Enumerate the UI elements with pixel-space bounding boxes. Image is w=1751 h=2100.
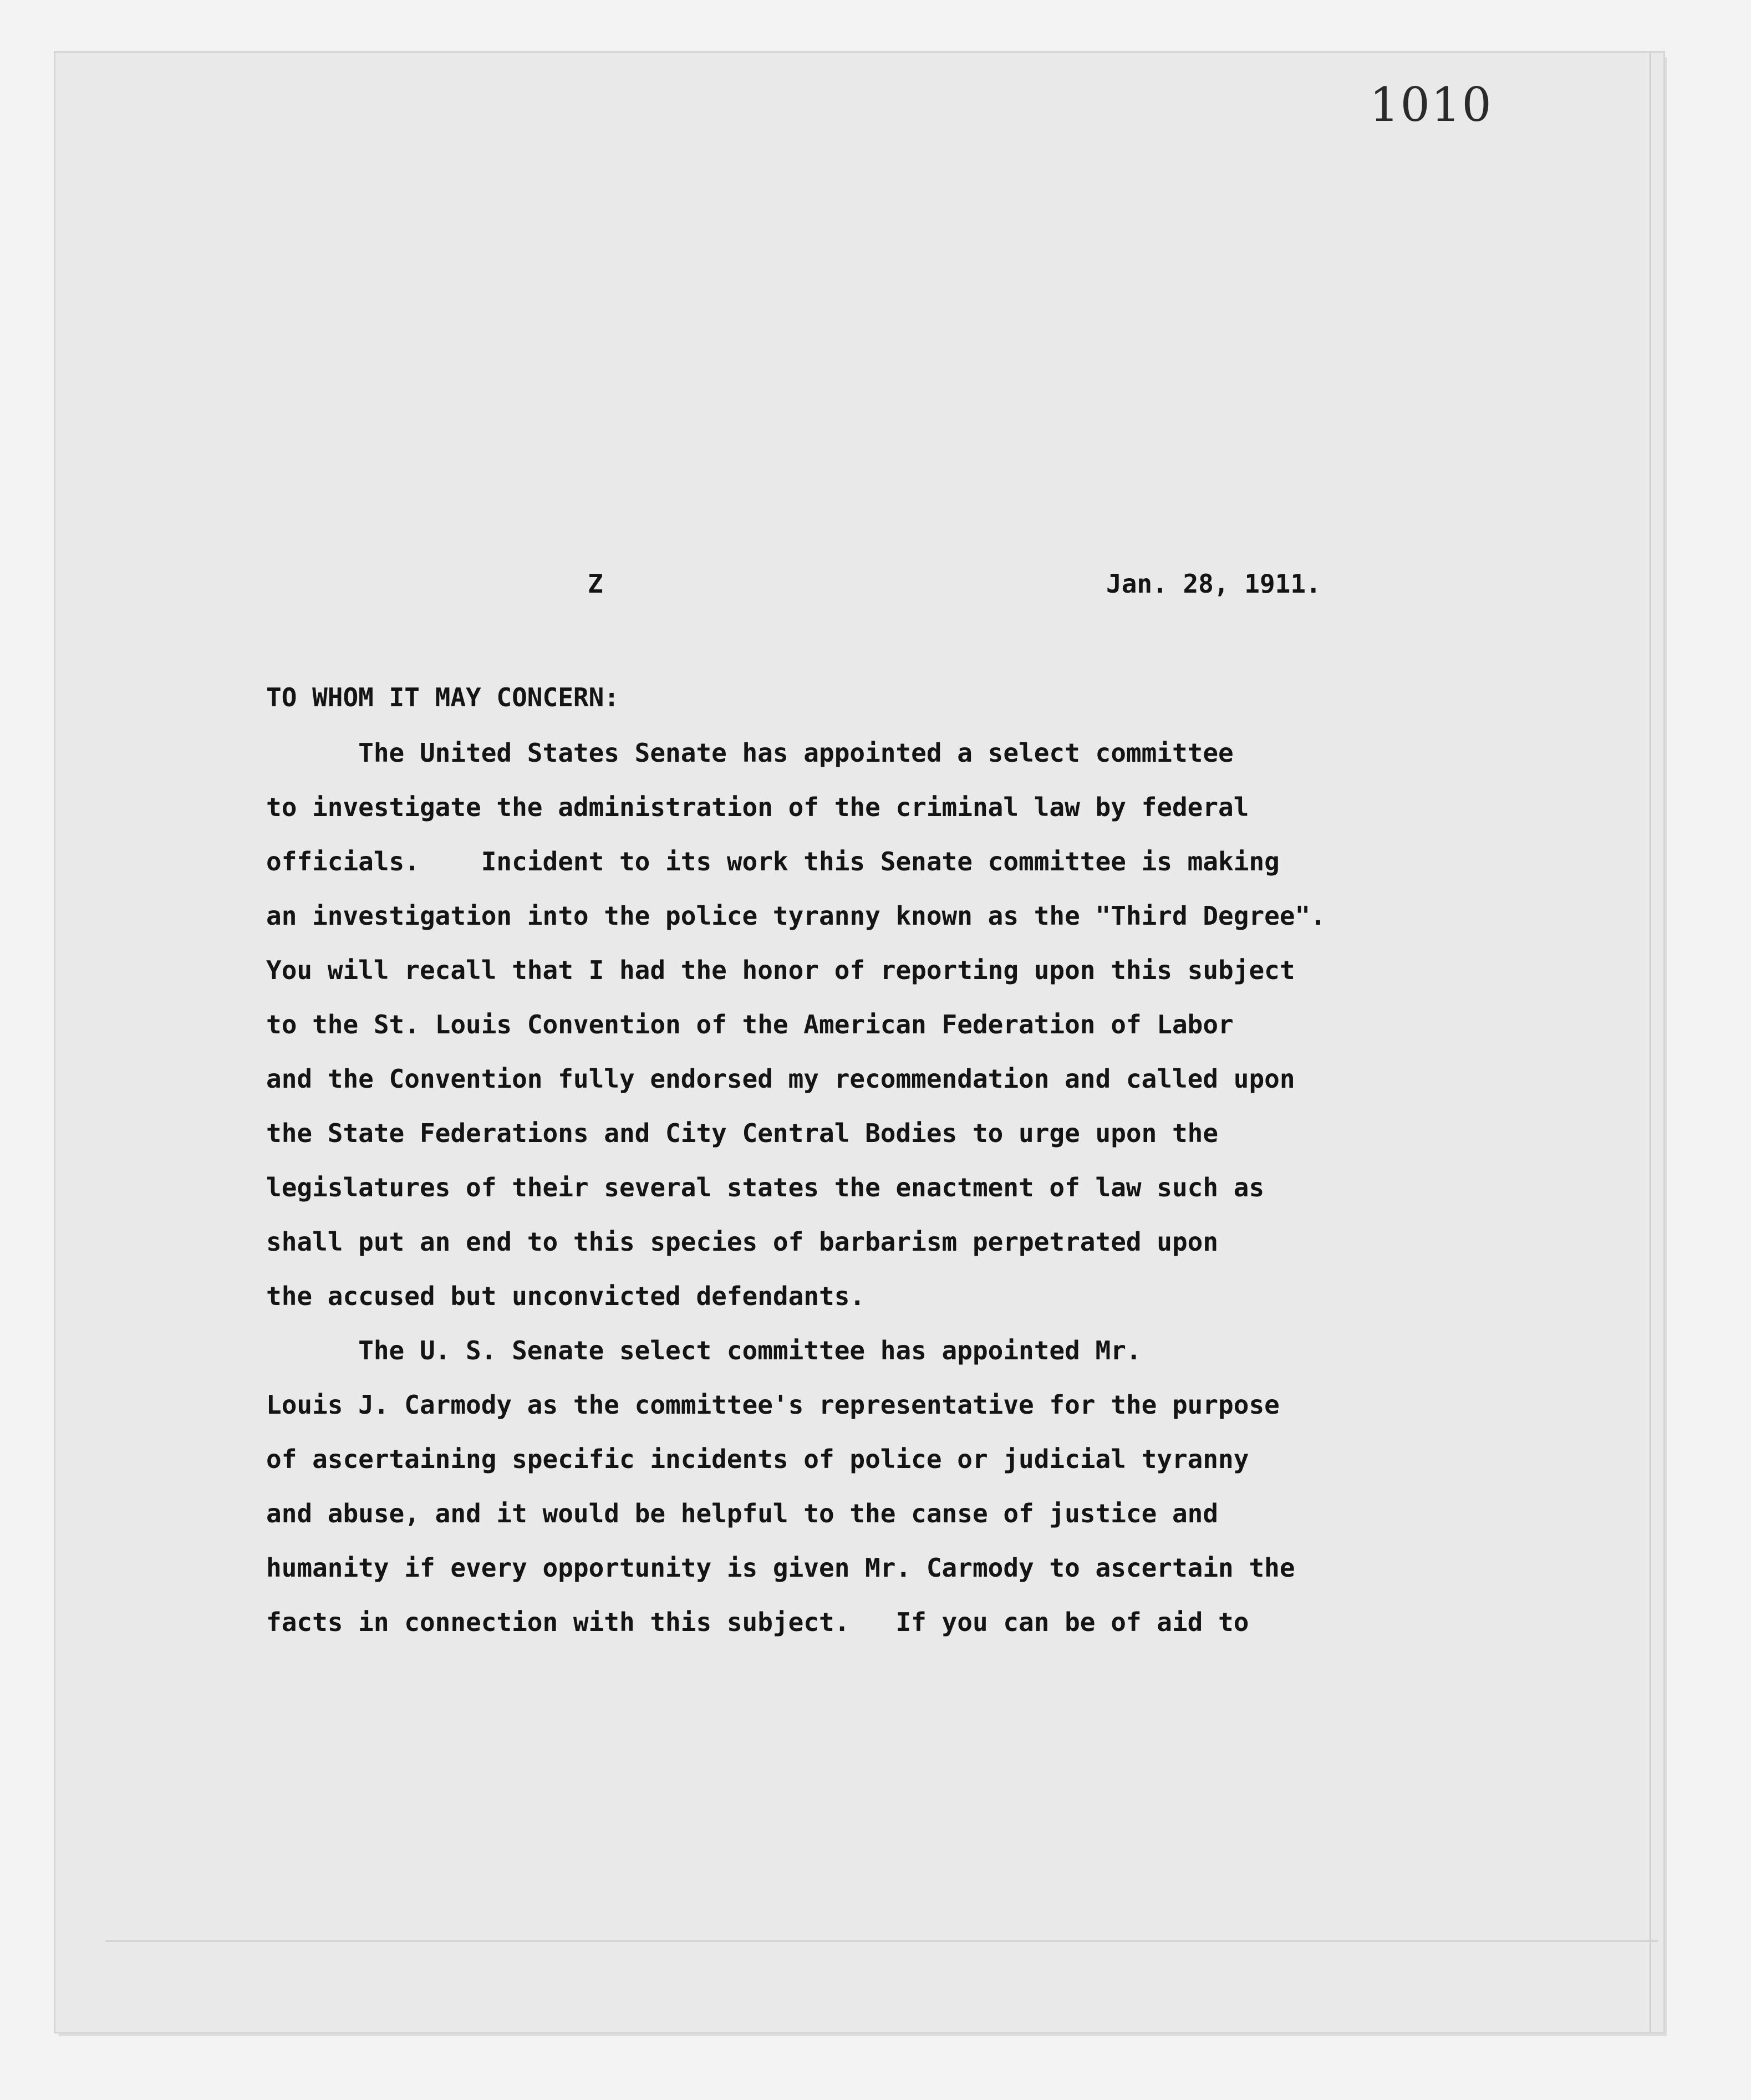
body-line: to investigate the administration of the criminal law by federal <box>266 792 1249 822</box>
body-line: The U. S. Senate select committee has appointed Mr. <box>266 1336 1142 1365</box>
body-line: facts in connection with this subject. If you can be of aid to <box>266 1607 1249 1637</box>
body-line: Louis J. Carmody as the committee's representative for the purpose <box>266 1390 1280 1420</box>
body-line: legislatures of their several states the enactment of law such as <box>266 1173 1265 1202</box>
body-line: The United States Senate has appointed a select committee <box>266 738 1234 768</box>
body-line: to the St. Louis Convention of the American Federation of Labor <box>266 1010 1234 1039</box>
body-line: shall put an end to this species of barbarism perpetrated upon <box>266 1227 1219 1257</box>
body-line: officials. Incident to its work this Senate committee is making <box>266 847 1280 876</box>
body-line: the accused but unconvicted defendants. <box>266 1281 866 1311</box>
header-mark: Z <box>588 569 603 599</box>
body-line: an investigation into the police tyranny known as the "Third Degree". <box>266 901 1326 931</box>
sheet-edge <box>105 1940 1658 1942</box>
document-sheet <box>55 53 1663 2032</box>
letter-date: Jan. 28, 1911. <box>1106 569 1321 599</box>
page-number: 1010 <box>1370 78 1493 132</box>
body-line: humanity if every opportunity is given Mr. Carmody to ascertain the <box>266 1553 1295 1583</box>
salutation: TO WHOM IT MAY CONCERN: <box>266 682 619 712</box>
sheet-edge <box>1650 53 1651 2032</box>
body-line: You will recall that I had the honor of reporting upon this subject <box>266 955 1295 985</box>
body-line: of ascertaining specific incidents of police or judicial tyranny <box>266 1444 1249 1474</box>
body-line: the State Federations and City Central Bodies to urge upon the <box>266 1118 1219 1148</box>
body-line: and the Convention fully endorsed my recommendation and called upon <box>266 1064 1295 1094</box>
body-line: and abuse, and it would be helpful to the canse of justice and <box>266 1498 1219 1528</box>
